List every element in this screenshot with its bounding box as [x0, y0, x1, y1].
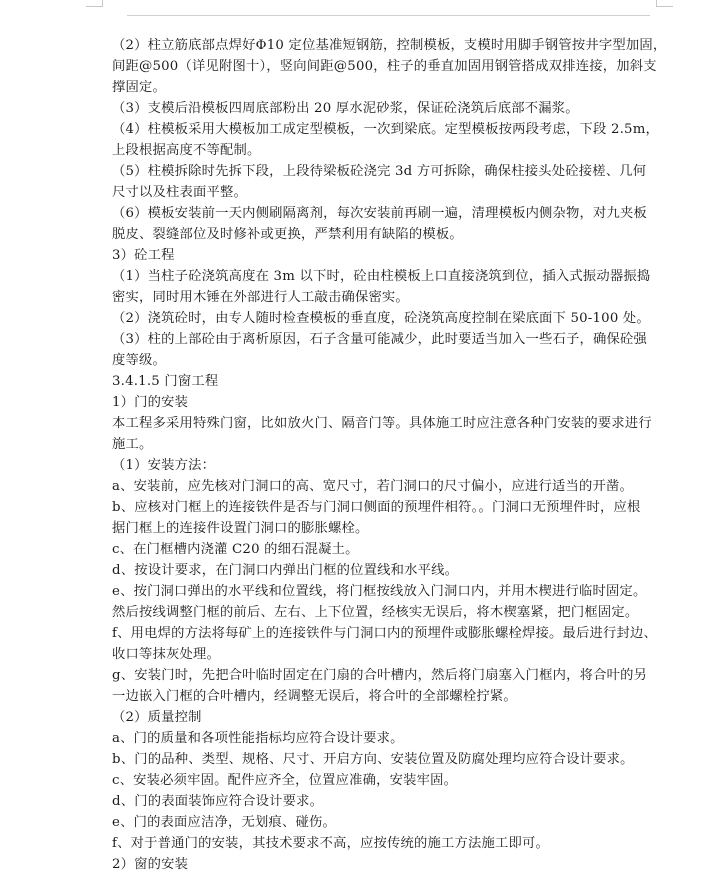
text-line: a、安装前，应先核对门洞口的高、宽尺寸，若门洞口的尺寸偏小，应进行适当的开凿。 — [112, 479, 634, 494]
text-line: （3）支模后沿模板四周底部粉出 20 厚水泥砂浆，保证砼浇筑后底部不漏浆。 — [112, 101, 579, 116]
text-line: （2）柱立筋底部点焊好Φ10 定位基准短钢筋，控制模板，支模时用脚手钢管按井字型加固， — [112, 38, 667, 53]
section-heading: 3）砼工程 — [112, 248, 175, 263]
section-heading: 3.4.1.5 门窗工程 — [112, 374, 219, 389]
text-line: e、门的表面应洁净，无划痕、碰伤。 — [112, 815, 337, 830]
text-line: 间距@500（详见附图十），竖向间距@500，柱子的垂直加固用钢管搭成双排连接，加斜支 — [112, 59, 657, 74]
text-line: d、按设计要求，在门洞口内弹出门框的位置线和水平线。 — [112, 563, 459, 578]
text-line: 尺寸以及柱表面平整。 — [112, 185, 247, 200]
header-rule — [127, 15, 650, 16]
text-line: 上段根据高度不等配制。 — [112, 143, 261, 158]
text-line: （2）浇筑砼时，由专人随时检查模板的垂直度，砼浇筑高度控制在梁底面下 50-100 处。 — [112, 311, 650, 326]
text-line: f、用电焊的方法将每矿上的连接铁件与门洞口内的预埋件或膨胀螺栓焊接。最后进行封边、 — [112, 626, 657, 641]
text-line: （6）模板安装前一天内侧刷隔离剂，每次安装前再刷一遍，清理模板内侧杂物，对九夹板 — [112, 206, 648, 221]
text-line: b、应核对门框上的连接铁件是否与门洞口侧面的预埋件相符。。门洞口无预埋件时，应根 — [112, 500, 641, 515]
text-line: c、在门框槽内浇灌 C20 的细石混凝土。 — [112, 542, 359, 557]
text-line: （5）柱模拆除时先拆下段，上段待梁板砼浇完 3d 方可拆除，确保柱接头处砼接槎、几何 — [112, 164, 647, 179]
text-line: g、安装门时，先把合叶临时固定在门扇的合叶槽内，然后将门扇塞入门框内，将合叶的另 — [112, 668, 648, 683]
section-heading: 1）门的安装 — [112, 395, 189, 410]
text-line: 施工。 — [112, 437, 153, 452]
section-heading: 2）窗的安装 — [112, 857, 189, 872]
text-line: 一边嵌入门框的合叶槽内，经调整无误后，将合叶的全部螺栓拧紧。 — [112, 689, 517, 704]
section-heading: （2）质量控制 — [112, 710, 202, 725]
text-line: （3）柱的上部砼由于离析原因，石子含量可能减少，此时要适当加入一些石子，确保砼强 — [112, 332, 648, 347]
text-line: （4）柱模板采用大模板加工成定型模板，一次到梁底。定型模板按两段考虑，下段 2.5m， — [112, 122, 660, 137]
text-line: 度等级。 — [112, 353, 166, 368]
text-line: 收口等抹灰处理。 — [112, 647, 220, 662]
page-corner-mark-right — [656, 0, 673, 7]
text-line: 据门框上的连接件设置门洞口的膨胀螺栓。 — [112, 521, 369, 536]
document-body — [112, 35, 674, 875]
text-line: 然后按线调整门框的前后、左右、上下位置，经核实无误后，将木楔塞紧，把门框固定。 — [112, 605, 639, 620]
text-line: f、对于普通门的安装，其技术要求不高，应按传统的施工方法施工即可。 — [112, 836, 550, 851]
text-line: b、门的品种、类型、规格、尺寸、开启方向、安装位置及防腐处理均应符合设计要求。 — [112, 752, 634, 767]
text-line: 密实，同时用木锤在外部进行人工敲击确保密实。 — [112, 290, 409, 305]
text-line: 本工程多采用特殊门窗，比如放火门、隔音门等。具体施工时应注意各种门安装的要求进行 — [112, 416, 652, 431]
text-line: c、安装必须牢固。配件应齐全，位置应准确，安装牢固。 — [112, 773, 458, 788]
page-corner-mark-left — [86, 0, 103, 7]
text-line: （1）当柱子砼浇筑高度在 3m 以下时，砼由柱模板上口直接浇筑到位，插入式振动器振捣 — [112, 269, 651, 284]
section-heading: （1）安装方法： — [112, 458, 216, 473]
text-line: d、门的表面装饰应符合设计要求。 — [112, 794, 324, 809]
text-line: 撑固定。 — [112, 80, 166, 95]
text-line: e、按门洞口弹出的水平线和位置线，将门框按线放入门洞口内，并用木楔进行临时固定。 — [112, 584, 647, 599]
text-line: 脱皮、裂缝部位及时修补或更换，严禁利用有缺陷的模板。 — [112, 227, 463, 242]
text-line: a、门的质量和各项性能指标均应符合设计要求。 — [112, 731, 404, 746]
